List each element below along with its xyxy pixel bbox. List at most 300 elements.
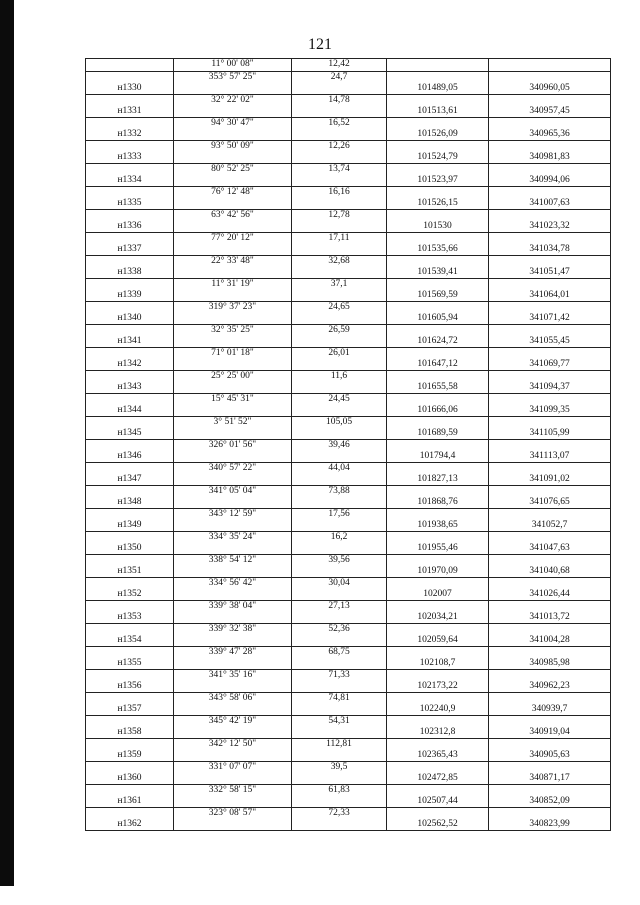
coordinate-y-cell-text: 341004,28 — [529, 635, 570, 645]
coordinate-x-cell — [387, 739, 489, 762]
table-row — [86, 785, 611, 808]
distance-cell-text: 24,65 — [328, 302, 350, 312]
coordinate-y-cell — [489, 417, 611, 440]
table-row — [86, 256, 611, 279]
distance-cell-text: 68,75 — [328, 647, 350, 657]
coordinate-y-cell-text: 340939,7 — [531, 704, 568, 714]
distance-cell-text: 30,04 — [328, 578, 350, 588]
coordinate-x-cell-text: 102507,44 — [417, 796, 458, 806]
distance-cell-text: 26,01 — [328, 348, 350, 358]
coordinate-x-cell — [387, 118, 489, 141]
direction-angle-cell — [174, 256, 292, 279]
point-name-cell — [86, 256, 174, 279]
coordinate-x-cell-text: 101569,59 — [417, 290, 458, 300]
coordinate-y-cell — [489, 509, 611, 532]
distance-cell — [292, 371, 387, 394]
distance-cell-text: 16,52 — [328, 118, 350, 128]
point-name-cell-text: н1357 — [117, 704, 142, 714]
point-name-cell-text: н1349 — [117, 520, 142, 530]
table-row — [86, 141, 611, 164]
direction-angle-cell-text: 3° 51' 52" — [213, 417, 252, 427]
coordinate-y-cell-text: 341051,47 — [529, 267, 570, 277]
coordinate-y-cell — [489, 578, 611, 601]
point-name-cell-text: н1345 — [117, 428, 142, 438]
table-row — [86, 164, 611, 187]
direction-angle-cell-text: 32° 35' 25" — [211, 325, 254, 335]
coordinate-y-cell — [489, 670, 611, 693]
point-name-cell — [86, 693, 174, 716]
coordinate-x-cell-text: 101523,97 — [417, 175, 458, 185]
coordinate-x-cell — [387, 647, 489, 670]
coordinate-y-cell — [489, 486, 611, 509]
coordinate-x-cell-text: 102240,9 — [419, 704, 456, 714]
direction-angle-cell-text: 332° 58' 15" — [208, 785, 257, 795]
coordinate-x-cell-text: 102365,43 — [417, 750, 458, 760]
coordinate-y-cell — [489, 164, 611, 187]
point-name-cell-text: н1351 — [117, 566, 142, 576]
coordinate-y-cell-text: 340905,63 — [529, 750, 570, 760]
distance-cell-text: 16,16 — [328, 187, 350, 197]
coordinate-y-cell-text: 341013,72 — [529, 612, 570, 622]
coordinate-x-cell — [387, 532, 489, 555]
direction-angle-cell — [174, 670, 292, 693]
direction-angle-cell-text: 338° 54' 12" — [208, 555, 257, 565]
distance-cell — [292, 95, 387, 118]
direction-angle-cell — [174, 417, 292, 440]
distance-cell-text: 74,81 — [328, 693, 350, 703]
point-name-cell — [86, 348, 174, 371]
point-name-cell — [86, 164, 174, 187]
direction-angle-cell-text: 340° 57' 22" — [208, 463, 257, 473]
direction-angle-cell-text: 94° 30' 47" — [211, 118, 254, 128]
point-name-cell — [86, 417, 174, 440]
distance-cell-text: 24,7 — [330, 72, 348, 82]
table-row — [86, 624, 611, 647]
distance-cell — [292, 486, 387, 509]
coordinate-y-cell-text: 341052,7 — [531, 520, 568, 530]
coordinate-y-cell — [489, 187, 611, 210]
distance-cell — [292, 348, 387, 371]
direction-angle-cell-text: 345° 42' 19" — [208, 716, 257, 726]
coordinate-x-cell-text: 101938,65 — [417, 520, 458, 530]
distance-cell — [292, 141, 387, 164]
coordinate-y-cell — [489, 624, 611, 647]
coordinate-y-cell — [489, 785, 611, 808]
coordinate-y-cell-text: 341040,68 — [529, 566, 570, 576]
direction-angle-cell — [174, 302, 292, 325]
point-name-cell-text: н1338 — [117, 267, 142, 277]
coordinate-x-cell — [387, 555, 489, 578]
direction-angle-cell — [174, 716, 292, 739]
table-row — [86, 601, 611, 624]
direction-angle-cell — [174, 463, 292, 486]
coordinate-y-cell-text: 340823,99 — [529, 819, 570, 829]
coordinate-x-cell-text: 102312,8 — [419, 727, 456, 737]
coordinate-x-cell — [387, 578, 489, 601]
distance-cell-text: 44,04 — [328, 463, 350, 473]
point-name-cell-text: н1340 — [117, 313, 142, 323]
coordinate-y-cell-text: 341026,44 — [529, 589, 570, 599]
direction-angle-cell — [174, 394, 292, 417]
direction-angle-cell-text: 341° 35' 16" — [208, 670, 257, 680]
coordinate-x-cell-text: 101647,12 — [417, 359, 458, 369]
table-row — [86, 762, 611, 785]
direction-angle-cell-text: 339° 38' 04" — [208, 601, 257, 611]
point-name-cell-text: н1334 — [117, 175, 142, 185]
direction-angle-cell — [174, 164, 292, 187]
distance-cell — [292, 279, 387, 302]
table-row — [86, 693, 611, 716]
table-row — [86, 555, 611, 578]
coordinate-y-cell-text: 340852,09 — [529, 796, 570, 806]
point-name-cell — [86, 394, 174, 417]
coordinate-x-cell-text: 101970,09 — [417, 566, 458, 576]
direction-angle-cell — [174, 693, 292, 716]
coordinate-x-cell-text: 101526,09 — [417, 129, 458, 139]
coordinate-x-cell-text: 101535,66 — [417, 244, 458, 254]
distance-cell — [292, 417, 387, 440]
point-name-cell — [86, 440, 174, 463]
coordinate-y-cell — [489, 210, 611, 233]
direction-angle-cell-text: 334° 56' 42" — [208, 578, 257, 588]
direction-angle-cell-text: 93° 50' 09" — [211, 141, 254, 151]
distance-cell-text: 17,56 — [328, 509, 350, 519]
point-name-cell-text: н1346 — [117, 451, 142, 461]
distance-cell — [292, 256, 387, 279]
coordinate-x-cell-text: 101655,58 — [417, 382, 458, 392]
direction-angle-cell-text: 323° 08' 57" — [208, 808, 257, 818]
point-name-cell — [86, 302, 174, 325]
distance-cell — [292, 808, 387, 831]
distance-cell-text: 105,05 — [325, 417, 353, 427]
coordinate-y-cell — [489, 325, 611, 348]
distance-cell — [292, 624, 387, 647]
direction-angle-cell-text: 343° 58' 06" — [208, 693, 257, 703]
direction-angle-cell — [174, 555, 292, 578]
coordinate-y-cell — [489, 463, 611, 486]
coordinate-x-cell — [387, 95, 489, 118]
distance-cell-text: 61,83 — [328, 785, 350, 795]
point-name-cell-text: н1347 — [117, 474, 142, 484]
coordinate-x-cell — [387, 417, 489, 440]
coordinate-x-cell-text: 101526,15 — [417, 198, 458, 208]
table-row — [86, 59, 611, 72]
table-row — [86, 348, 611, 371]
coordinate-y-cell — [489, 693, 611, 716]
point-name-cell-text: н1360 — [117, 773, 142, 783]
point-name-cell — [86, 95, 174, 118]
distance-cell — [292, 210, 387, 233]
direction-angle-cell — [174, 348, 292, 371]
coordinate-x-cell-text: 101689,59 — [417, 428, 458, 438]
distance-cell-text: 39,46 — [328, 440, 350, 450]
point-name-cell — [86, 532, 174, 555]
table-row — [86, 371, 611, 394]
point-name-cell-text: н1356 — [117, 681, 142, 691]
distance-cell-text: 72,33 — [328, 808, 350, 818]
coordinate-x-cell — [387, 601, 489, 624]
coordinate-y-cell — [489, 555, 611, 578]
distance-cell — [292, 647, 387, 670]
point-name-cell-text: н1336 — [117, 221, 142, 231]
table-row — [86, 302, 611, 325]
distance-cell — [292, 739, 387, 762]
coordinate-y-cell — [489, 118, 611, 141]
table-row — [86, 739, 611, 762]
point-name-cell — [86, 486, 174, 509]
distance-cell-text: 37,1 — [330, 279, 348, 289]
point-name-cell — [86, 187, 174, 210]
coordinate-x-cell — [387, 141, 489, 164]
table-row — [86, 486, 611, 509]
page-number: 121 — [308, 36, 332, 53]
coordinate-x-cell-text: 101524,79 — [417, 152, 458, 162]
coordinate-y-cell-text: 341069,77 — [529, 359, 570, 369]
coordinate-x-cell — [387, 808, 489, 831]
coordinate-x-cell — [387, 348, 489, 371]
coordinate-x-cell-text: 101624,72 — [417, 336, 458, 346]
point-name-cell — [86, 785, 174, 808]
coordinate-y-cell — [489, 141, 611, 164]
point-name-cell-text: н1344 — [117, 405, 142, 415]
direction-angle-cell — [174, 72, 292, 95]
direction-angle-cell — [174, 95, 292, 118]
coordinate-y-cell-text: 340919,04 — [529, 727, 570, 737]
distance-cell-text: 11,6 — [330, 371, 348, 381]
point-name-cell — [86, 233, 174, 256]
direction-angle-cell — [174, 118, 292, 141]
direction-angle-cell — [174, 279, 292, 302]
point-name-cell — [86, 578, 174, 601]
table-row — [86, 509, 611, 532]
direction-angle-cell-text: 77° 20' 12" — [211, 233, 254, 243]
point-name-cell — [86, 210, 174, 233]
direction-angle-cell — [174, 624, 292, 647]
distance-cell — [292, 716, 387, 739]
distance-cell-text: 26,59 — [328, 325, 350, 335]
coordinate-x-cell — [387, 210, 489, 233]
coordinate-y-cell — [489, 371, 611, 394]
direction-angle-cell-text: 80° 52' 25" — [211, 164, 254, 174]
coordinate-y-cell-text: 341055,45 — [529, 336, 570, 346]
coordinate-y-cell-text: 341047,63 — [529, 543, 570, 553]
point-name-cell-text: н1337 — [117, 244, 142, 254]
direction-angle-cell-text: 22° 33' 48" — [211, 256, 254, 266]
direction-angle-cell — [174, 233, 292, 256]
point-name-cell-text: н1362 — [117, 819, 142, 829]
distance-cell — [292, 233, 387, 256]
coordinate-x-cell — [387, 624, 489, 647]
coordinate-x-cell — [387, 256, 489, 279]
distance-cell-text: 13,74 — [328, 164, 350, 174]
coordinate-x-cell-text: 102108,7 — [419, 658, 456, 668]
coordinate-x-cell — [387, 302, 489, 325]
distance-cell — [292, 187, 387, 210]
coordinate-x-cell-text: 102034,21 — [417, 612, 458, 622]
table-row — [86, 716, 611, 739]
coordinate-y-cell — [489, 256, 611, 279]
coordinate-y-cell-text: 341094,37 — [529, 382, 570, 392]
point-name-cell-text: н1358 — [117, 727, 142, 737]
distance-cell-text: 16,2 — [330, 532, 348, 542]
direction-angle-cell-text: 339° 32' 38" — [208, 624, 257, 634]
direction-angle-cell-text: 331° 07' 07" — [208, 762, 257, 772]
direction-angle-cell — [174, 532, 292, 555]
coordinate-y-cell-text: 341007,63 — [529, 198, 570, 208]
distance-cell-text: 39,56 — [328, 555, 350, 565]
point-name-cell — [86, 509, 174, 532]
coordinate-x-cell — [387, 394, 489, 417]
direction-angle-cell — [174, 509, 292, 532]
distance-cell — [292, 555, 387, 578]
point-name-cell-text: н1353 — [117, 612, 142, 622]
table-row — [86, 118, 611, 141]
point-name-cell — [86, 463, 174, 486]
coordinate-y-cell-text: 341105,99 — [529, 428, 570, 438]
coordinate-y-cell-text: 340957,45 — [529, 106, 570, 116]
point-name-cell — [86, 371, 174, 394]
distance-cell — [292, 509, 387, 532]
direction-angle-cell — [174, 187, 292, 210]
table-row — [86, 440, 611, 463]
coordinate-x-cell — [387, 59, 489, 72]
coordinate-y-cell-text: 340965,36 — [529, 129, 570, 139]
distance-cell — [292, 302, 387, 325]
coordinate-y-cell — [489, 532, 611, 555]
point-name-cell — [86, 141, 174, 164]
distance-cell-text: 52,36 — [328, 624, 350, 634]
direction-angle-cell — [174, 141, 292, 164]
coordinate-y-cell-text: 341099,35 — [529, 405, 570, 415]
direction-angle-cell-text: 63° 42' 56" — [211, 210, 254, 220]
point-name-cell-text: н1335 — [117, 198, 142, 208]
point-name-cell — [86, 808, 174, 831]
point-name-cell — [86, 555, 174, 578]
table-row — [86, 417, 611, 440]
direction-angle-cell-text: 343° 12' 59" — [208, 509, 257, 519]
coordinate-y-cell — [489, 95, 611, 118]
point-name-cell-text: н1354 — [117, 635, 142, 645]
distance-cell-text: 71,33 — [328, 670, 350, 680]
point-name-cell-text: н1352 — [117, 589, 142, 599]
direction-angle-cell-text: 32° 22' 02" — [211, 95, 254, 105]
point-name-cell-text: н1350 — [117, 543, 142, 553]
distance-cell — [292, 440, 387, 463]
coordinate-x-cell — [387, 440, 489, 463]
point-name-cell — [86, 279, 174, 302]
direction-angle-cell-text: 76° 12' 48" — [211, 187, 254, 197]
coordinate-x-cell-text: 102472,85 — [417, 773, 458, 783]
table-row — [86, 233, 611, 256]
coordinate-y-cell — [489, 808, 611, 831]
direction-angle-cell-text: 11° 00' 08" — [211, 59, 254, 69]
coordinate-x-cell — [387, 233, 489, 256]
coordinate-y-cell — [489, 348, 611, 371]
direction-angle-cell-text: 341° 05' 04" — [208, 486, 257, 496]
point-name-cell — [86, 624, 174, 647]
point-name-cell — [86, 59, 174, 72]
distance-cell — [292, 670, 387, 693]
point-name-cell-text: н1331 — [117, 106, 142, 116]
point-name-cell — [86, 739, 174, 762]
point-name-cell-text: н1330 — [117, 83, 142, 93]
coordinate-y-cell — [489, 716, 611, 739]
direction-angle-cell-text: 15° 45' 31" — [211, 394, 254, 404]
distance-cell-text: 24,45 — [328, 394, 350, 404]
distance-cell — [292, 532, 387, 555]
direction-angle-cell-text: 11° 31' 19" — [211, 279, 254, 289]
distance-cell — [292, 325, 387, 348]
direction-angle-cell — [174, 440, 292, 463]
coordinate-x-cell — [387, 762, 489, 785]
coordinate-y-cell-text: 341113,07 — [529, 451, 570, 461]
table-row — [86, 532, 611, 555]
direction-angle-cell — [174, 210, 292, 233]
coordinates-table — [85, 58, 611, 831]
point-name-cell — [86, 647, 174, 670]
coordinate-x-cell — [387, 187, 489, 210]
coordinate-x-cell — [387, 325, 489, 348]
coordinate-y-cell-text: 341023,32 — [529, 221, 570, 231]
direction-angle-cell — [174, 578, 292, 601]
coordinate-x-cell — [387, 486, 489, 509]
direction-angle-cell — [174, 808, 292, 831]
table-row — [86, 808, 611, 831]
distance-cell-text: 112,81 — [326, 739, 352, 749]
point-name-cell-text: н1348 — [117, 497, 142, 507]
distance-cell-text: 14,78 — [328, 95, 350, 105]
direction-angle-cell-text: 319° 37' 23" — [208, 302, 257, 312]
coordinate-x-cell-text: 101530 — [423, 221, 452, 231]
coordinate-y-cell-text: 341034,78 — [529, 244, 570, 254]
point-name-cell — [86, 762, 174, 785]
table-row — [86, 670, 611, 693]
table-row — [86, 95, 611, 118]
distance-cell — [292, 118, 387, 141]
coordinate-y-cell-text: 340962,23 — [529, 681, 570, 691]
coordinate-x-cell-text: 101666,06 — [417, 405, 458, 415]
coordinate-y-cell-text: 341064,01 — [529, 290, 570, 300]
coordinate-y-cell — [489, 59, 611, 72]
coordinate-y-cell-text: 340960,05 — [529, 83, 570, 93]
point-name-cell-text: н1342 — [117, 359, 142, 369]
coordinate-x-cell — [387, 279, 489, 302]
coordinate-x-cell-text: 101605,94 — [417, 313, 458, 323]
direction-angle-cell-text: 25° 25' 00" — [211, 371, 254, 381]
direction-angle-cell — [174, 785, 292, 808]
coordinate-x-cell — [387, 670, 489, 693]
point-name-cell-text: н1341 — [117, 336, 142, 346]
coordinate-x-cell-text: 102059,64 — [417, 635, 458, 645]
binding-edge — [0, 0, 14, 886]
coordinate-x-cell — [387, 164, 489, 187]
point-name-cell-text: н1359 — [117, 750, 142, 760]
coordinate-x-cell-text: 101868,76 — [417, 497, 458, 507]
coordinate-x-cell — [387, 785, 489, 808]
distance-cell — [292, 578, 387, 601]
direction-angle-cell — [174, 739, 292, 762]
coordinate-x-cell — [387, 693, 489, 716]
direction-angle-cell — [174, 647, 292, 670]
distance-cell — [292, 762, 387, 785]
distance-cell — [292, 59, 387, 72]
direction-angle-cell — [174, 59, 292, 72]
direction-angle-cell-text: 339° 47' 28" — [208, 647, 257, 657]
coordinate-y-cell — [489, 601, 611, 624]
point-name-cell-text: н1343 — [117, 382, 142, 392]
coordinate-y-cell-text: 341071,42 — [529, 313, 570, 323]
table-row — [86, 187, 611, 210]
